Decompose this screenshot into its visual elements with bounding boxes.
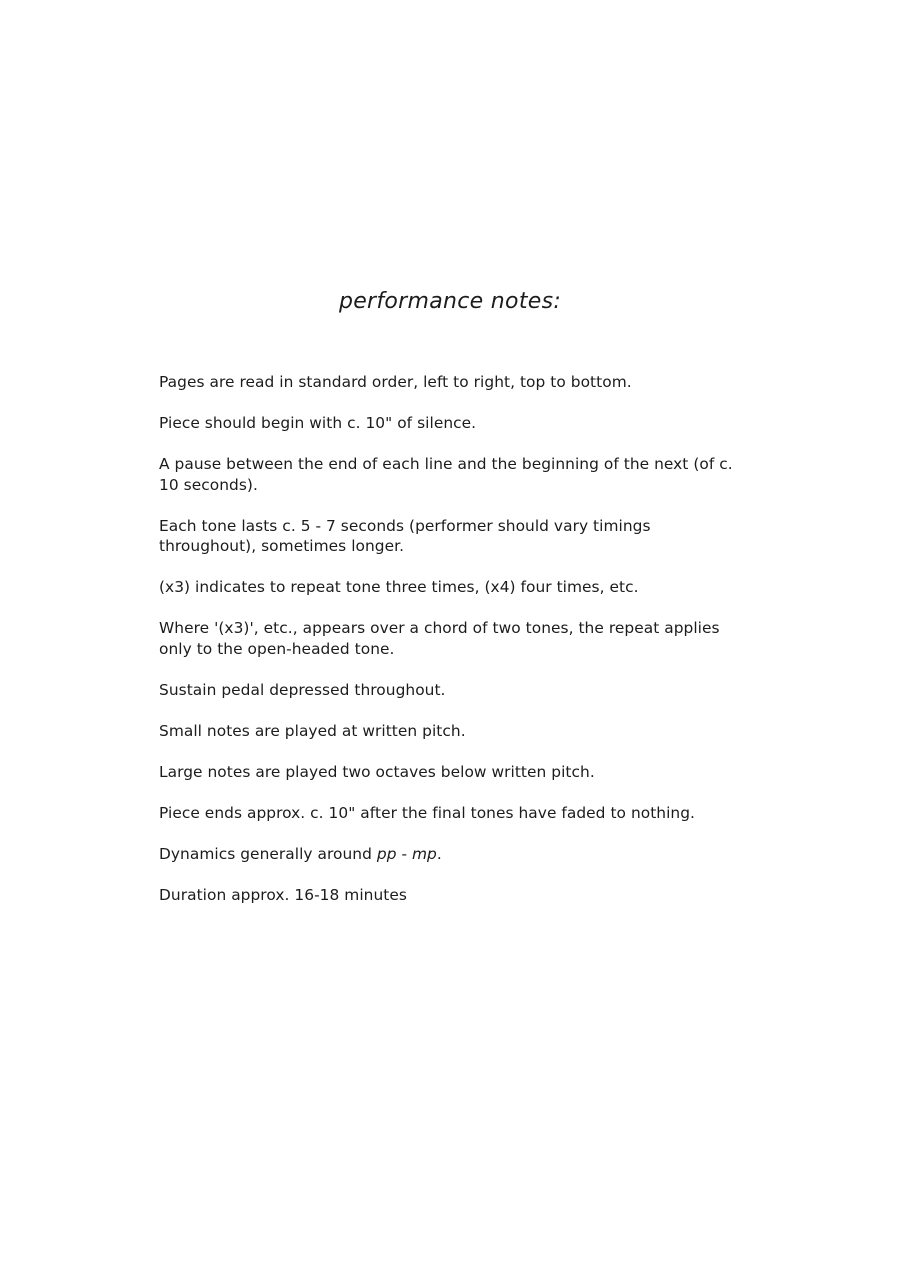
note-duration: Duration approx. 16-18 minutes xyxy=(159,885,407,904)
performance-notes-list xyxy=(159,372,749,926)
dynamic-high: mp xyxy=(412,844,437,863)
note-sustain-pedal: Sustain pedal depressed throughout. xyxy=(159,680,446,699)
page-title: performance notes: xyxy=(338,289,562,314)
note-large-notes: Large notes are played two octaves below written pitch. xyxy=(159,762,595,781)
note-dynamics xyxy=(159,844,749,865)
note-small-notes: Small notes are played at written pitch. xyxy=(159,721,466,740)
note-repeat-indication: (x3) indicates to repeat tone three times, (x4) four times, etc. xyxy=(159,578,639,596)
note-ending: Piece ends approx. c. 10" after the final tones have faded to nothing. xyxy=(159,803,695,822)
dynamics-separator: - xyxy=(396,844,413,863)
note-reading-order: Pages are read in standard order, left to right, top to bottom. xyxy=(159,373,632,391)
dynamics-suffix: . xyxy=(436,844,442,863)
note-opening-silence: Piece should begin with c. 10" of silence. xyxy=(159,414,477,432)
dynamics-prefix: Dynamics generally around xyxy=(159,844,377,863)
note-chord-repeat: Where '(x3)', etc., appears over a chord of two tones, the repeat applies only to the open-headed tone. xyxy=(159,619,720,658)
note-line-pause: A pause between the end of each line and the beginning of the next (of c. 10 seconds). xyxy=(159,455,733,494)
note-tone-length: Each tone lasts c. 5 - 7 seconds (performer should vary timings throughout), sometimes longer. xyxy=(159,516,651,555)
dynamic-low: pp xyxy=(376,844,397,863)
